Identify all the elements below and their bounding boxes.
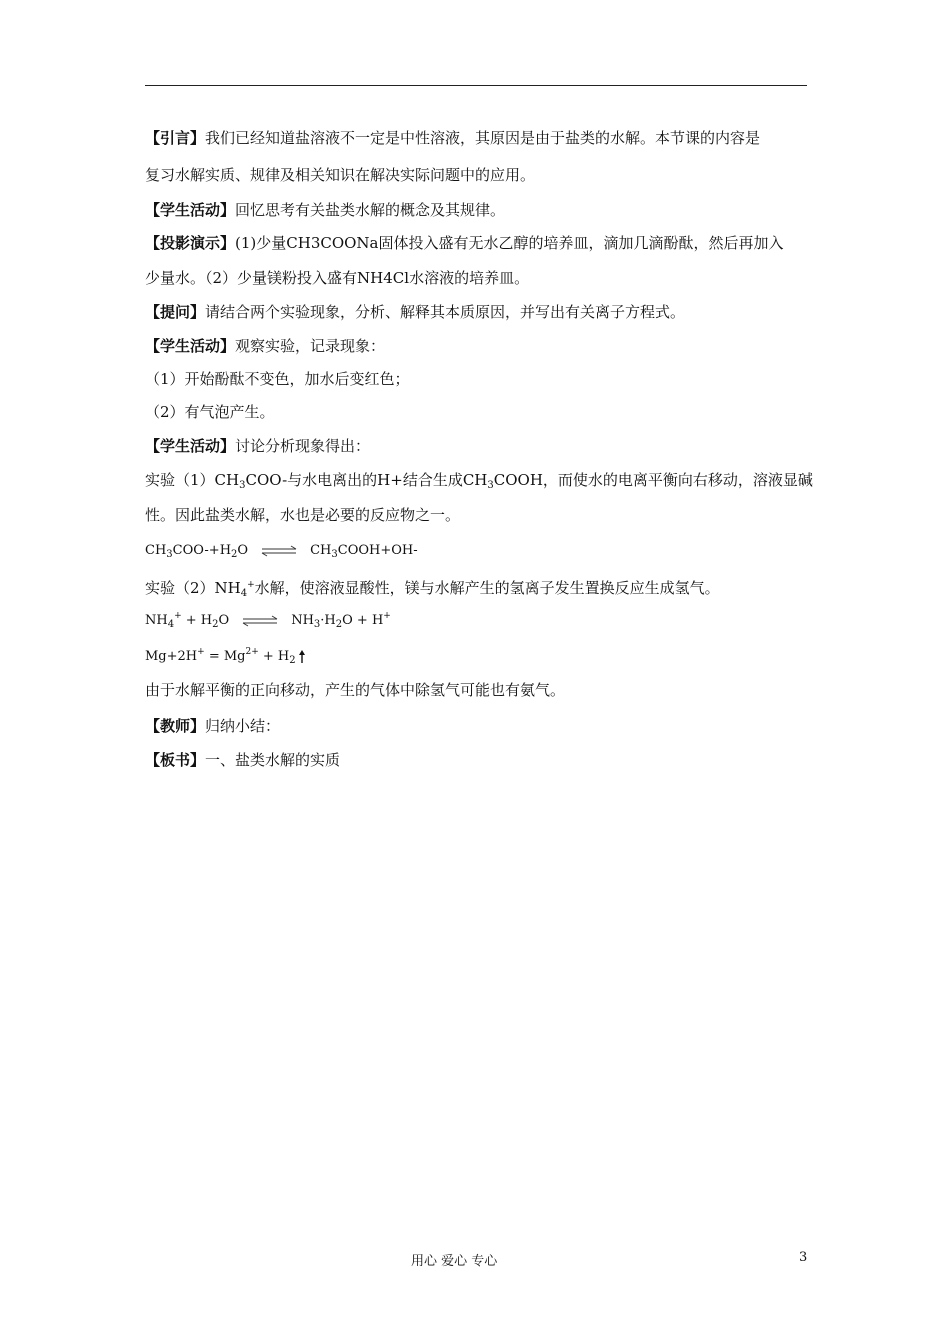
text-run: 实验（1）CH [145, 471, 240, 489]
subscript: 4 [240, 588, 248, 599]
paragraph-text: 复习水解实质、规律及相关知识在解决实际问题中的应用。 [145, 166, 536, 184]
tag-label: 【学生活动】 [145, 337, 236, 355]
tag-label: 【学生活动】 [145, 201, 236, 219]
subscript: 2 [231, 549, 238, 560]
paragraph-teacher [145, 716, 280, 736]
subscript: 3 [331, 549, 338, 560]
text-run: NH [145, 613, 168, 628]
paragraph-text: 请结合两个实验现象，分析、解释其本质原因，并写出有关离子方程式。 [205, 303, 686, 321]
text-run: NH [291, 613, 314, 628]
paragraph-projection-cont [145, 268, 529, 288]
paragraph-text: （1）开始酚酞不变色，加水后变红色； [145, 370, 410, 388]
tag-label: 【板书】 [145, 751, 206, 769]
paragraph-text: 性。因此盐类水解，水也是必要的反应物之一。 [145, 506, 461, 524]
paragraph-question [145, 302, 685, 322]
text-run: COO-+H [172, 543, 232, 558]
paragraph-text: 归纳小结： [205, 717, 281, 735]
paragraph-projection [145, 233, 784, 253]
superscript: + [197, 647, 205, 657]
subscript: 2 [212, 619, 219, 630]
gas-arrow-icon [298, 650, 306, 664]
text-run: O [237, 543, 249, 558]
paragraph-experiment-1 [145, 470, 813, 493]
paragraph-student-activity-1 [145, 200, 505, 220]
paragraph-text: (1)少量CH3COONa固体投入盛有无水乙醇的培养皿，滴加几滴酚酞，然后再加入 [235, 234, 784, 252]
paragraph-text: 少量水。（2）少量镁粉投入盛有NH4Cl水溶液的培养皿。 [145, 269, 530, 287]
equilibrium-arrow-icon [239, 615, 281, 627]
observation-2 [145, 402, 275, 422]
paragraph-board [145, 750, 340, 770]
superscript: 2+ [245, 647, 259, 657]
equilibrium-arrow-icon [258, 545, 300, 557]
paragraph-experiment-2 [145, 578, 720, 601]
paragraph-text: （2）有气泡产生。 [145, 403, 275, 421]
tag-label: 【投影演示】 [145, 234, 236, 252]
page-number: 3 [799, 1250, 808, 1265]
subscript: 3 [487, 480, 494, 491]
superscript: + [247, 580, 255, 590]
text-run: + H [258, 649, 290, 664]
equation-ammonium-hydrolysis [145, 611, 391, 632]
text-run: O [218, 613, 230, 628]
text-run: + H [181, 613, 213, 628]
paragraph-text: 我们已经知道盐溶液不一定是中性溶液，其原因是由于盐类的水解。本节课的内容是 [205, 129, 761, 147]
text-run: CH [145, 543, 167, 558]
paragraph-text: 回忆思考有关盐类水解的概念及其规律。 [235, 201, 506, 219]
paragraph-text: 一、盐类水解的实质 [205, 751, 341, 769]
paragraph-student-activity-3 [145, 436, 370, 456]
text-run: COOH，而使水的电离平衡向右移动，溶液显碱 [493, 471, 813, 489]
tag-label: 【提问】 [145, 303, 206, 321]
text-run: 实验（2）NH [145, 579, 241, 597]
superscript: + [383, 611, 391, 621]
subscript: 2 [335, 619, 343, 630]
footer-motto: 用心 爱心 专心 [411, 1254, 498, 1269]
header-rule [145, 85, 807, 86]
paragraph-text: 观察实验，记录现象： [235, 337, 386, 355]
text-run: CH [310, 543, 332, 558]
subscript: 3 [239, 480, 246, 491]
text-run: O + H [342, 613, 384, 628]
text-run: COOH+OH- [337, 543, 418, 558]
equation-acetate-hydrolysis [145, 541, 418, 562]
subscript: 4 [167, 619, 175, 630]
text-run: 水解，使溶液显酸性，镁与水解产生的氢离子发生置换反应生成氢气。 [254, 579, 720, 597]
paragraph-intro [145, 128, 760, 148]
subscript: 2 [289, 655, 296, 666]
observation-1 [145, 369, 410, 389]
text-run: COO-与水电离出的H+结合生成CH [245, 471, 488, 489]
paragraph-conclusion [145, 680, 565, 700]
tag-label: 【引言】 [145, 129, 206, 147]
text-run: = Mg [204, 649, 246, 664]
paragraph-text: 讨论分析现象得出： [235, 437, 371, 455]
paragraph-student-activity-2 [145, 336, 385, 356]
equation-magnesium-reaction [145, 647, 306, 668]
paragraph-intro-cont [145, 165, 535, 185]
paragraph-experiment-1-cont [145, 505, 460, 525]
subscript: 3 [313, 619, 321, 630]
text-run: Mg+2H [145, 649, 198, 664]
text-run: ·H [320, 613, 336, 628]
superscript: + [174, 611, 182, 621]
tag-label: 【教师】 [145, 717, 206, 735]
subscript: 3 [166, 549, 173, 560]
tag-label: 【学生活动】 [145, 437, 236, 455]
paragraph-text: 由于水解平衡的正向移动，产生的气体中除氢气可能也有氨气。 [145, 681, 566, 699]
